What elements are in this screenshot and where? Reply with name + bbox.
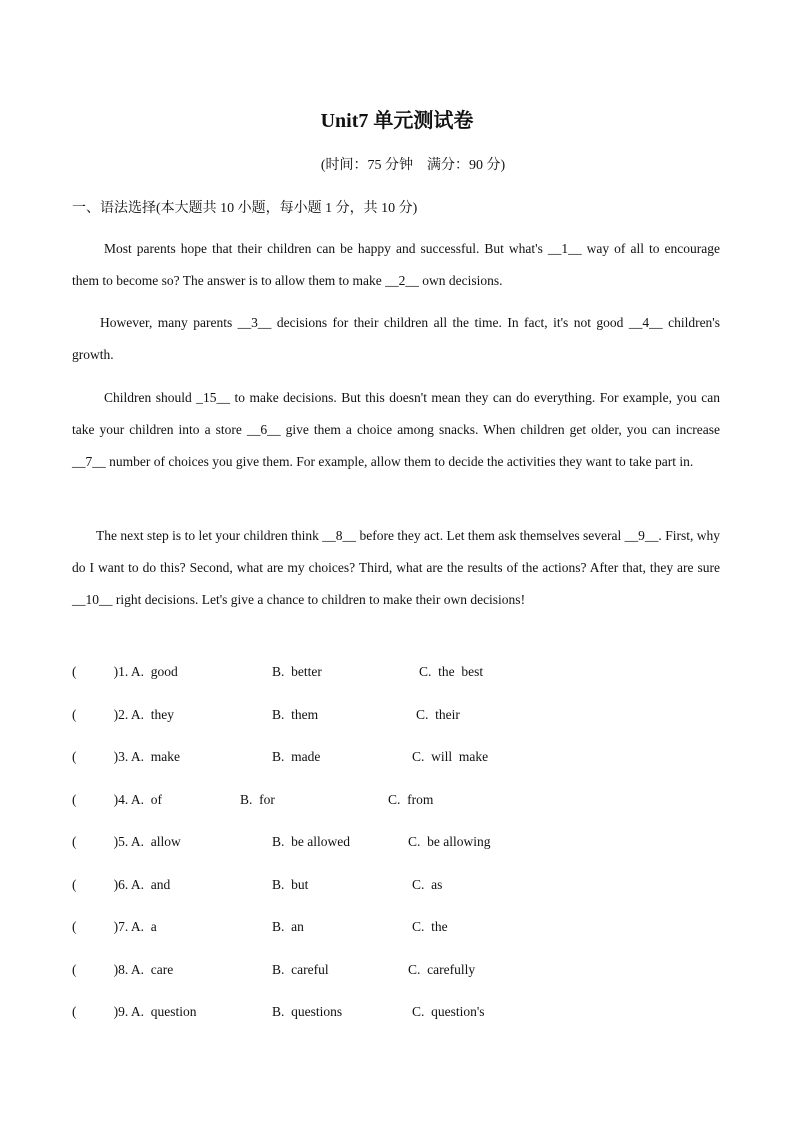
question-9-option-c: C. question's — [412, 1004, 485, 1019]
page-title: Unit7 单元测试卷 — [320, 110, 474, 132]
question-4-option-b: B. for — [240, 792, 275, 807]
question-2-option-a: ( )2. A. they — [72, 707, 174, 722]
question-5-option-b: B. be allowed — [272, 834, 350, 849]
question-1-option-a: ( )1. A. good — [72, 664, 178, 679]
section-heading: 一、语法选择(本大题共 10 小题，每小题 1 分，共 10 分) — [72, 201, 418, 216]
passage-paragraph-1: Most parents hope that their children can be happy and successful. But what's __1__ way of all to encourage them to become so? The answer is to allow them to make __2__ own decisions. — [72, 241, 720, 288]
question-3-option-c: C. will make — [412, 749, 489, 764]
question-8-option-b: B. careful — [272, 962, 329, 977]
question-4-option-a: ( )4. A. of — [72, 792, 162, 807]
question-2-option-b: B. them — [272, 707, 319, 722]
question-9-option-b: B. questions — [272, 1004, 343, 1019]
question-7-option-c: C. the — [412, 919, 448, 934]
passage-paragraph-4: The next step is to let your children think __8__ before they act. Let them ask themselves several __9__. First, why do I want to do this? Second, what are my choices? Third, what are the results of the actions? After that, they are sure __10__ right decisions. Let's give a chance to children to make their own decisions! — [72, 528, 720, 607]
question-6-option-a: ( )6. A. and — [72, 877, 171, 892]
question-8-option-a: ( )8. A. care — [72, 962, 174, 977]
passage-paragraph-2: However, many parents __3__ decisions for their children all the time. In fact, it's not good __4__ children's growth. — [72, 315, 720, 362]
question-6-option-b: B. but — [272, 877, 309, 892]
exam-info: (时间：75 分钟 满分：90 分) — [320, 158, 506, 173]
question-9-option-a: ( )9. A. question — [72, 1004, 197, 1019]
question-7-option-a: ( )7. A. a — [72, 919, 157, 934]
question-7-option-b: B. an — [272, 919, 304, 934]
question-3-option-b: B. made — [272, 749, 321, 764]
question-1-option-c: C. the best — [419, 664, 484, 679]
question-4-option-c: C. from — [388, 792, 434, 807]
question-5-option-c: C. be allowing — [408, 834, 491, 849]
question-8-option-c: C. carefully — [408, 962, 476, 977]
question-1-option-b: B. better — [272, 664, 322, 679]
question-3-option-a: ( )3. A. make — [72, 749, 180, 764]
question-6-option-c: C. as — [412, 877, 443, 892]
question-5-option-a: ( )5. A. allow — [72, 834, 181, 849]
question-2-option-c: C. their — [416, 707, 460, 722]
passage-paragraph-3: Children should _15__ to make decisions. But this doesn't mean they can do everything. For example, you can take your children into a store __6__ give them a choice among snacks. When children get older, you can increase __7__ number of choices you give them. For example, allow them to decide the activities they want to take part in. — [72, 390, 720, 469]
